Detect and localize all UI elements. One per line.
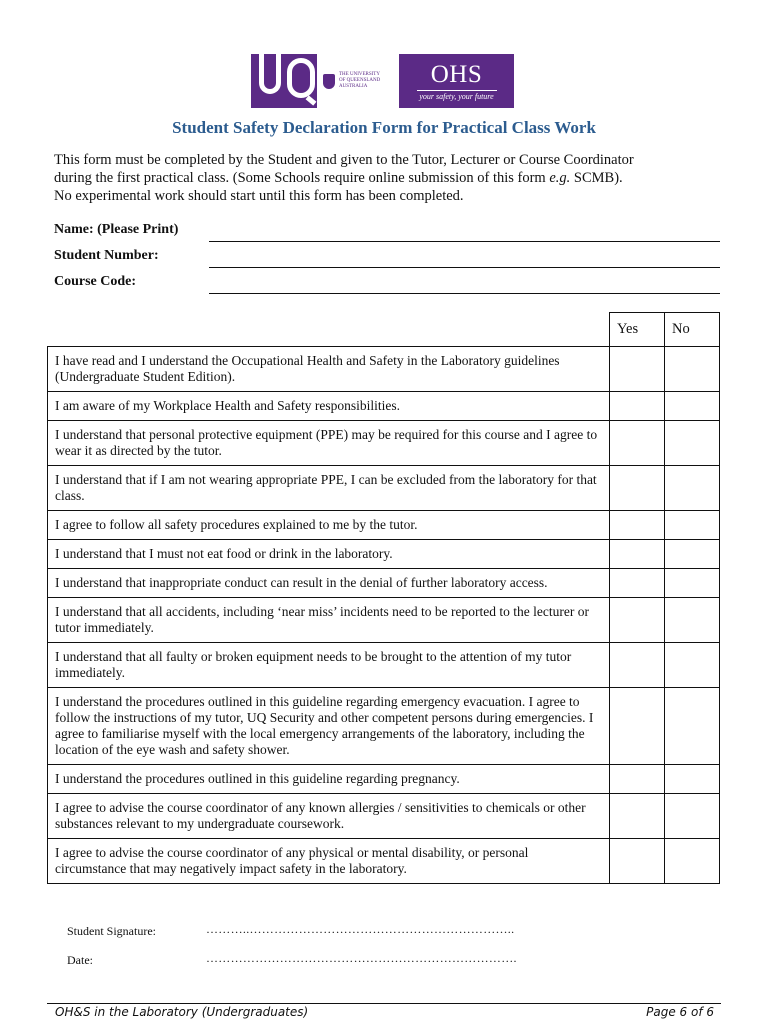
table-header-row <box>48 313 720 347</box>
intro-text <box>54 151 724 205</box>
yes-checkbox[interactable] <box>610 540 665 569</box>
crest-text-2: OF QUEENSLAND <box>339 78 381 83</box>
name-input-line[interactable] <box>209 241 720 242</box>
page-title: Student Safety Declaration Form for Practical Class Work <box>172 118 596 137</box>
course-code-field-row <box>54 272 720 298</box>
course-code-label: Course Code: <box>54 274 137 289</box>
no-checkbox[interactable] <box>665 347 720 392</box>
declaration-text: I understand that all accidents, including ‘near miss’ incidents need to be reported to the lecturer or tutor immediately. <box>48 598 610 643</box>
table-row <box>48 794 720 839</box>
table-row <box>48 688 720 765</box>
table-row <box>48 643 720 688</box>
yes-checkbox[interactable] <box>610 688 665 765</box>
intro-line-2: during the first practical class. (Some Schools require online submission of this form e.g. SCMB). <box>54 170 623 186</box>
no-checkbox[interactable] <box>665 688 720 765</box>
table-row <box>48 540 720 569</box>
signature-line[interactable]: ………..……………………………………………………….. <box>206 922 515 936</box>
footer-page-number: Page 6 of 6 <box>646 1005 714 1019</box>
footer-divider <box>47 1003 721 1004</box>
yes-checkbox[interactable] <box>610 511 665 540</box>
signature-row <box>67 924 547 953</box>
yes-checkbox[interactable] <box>610 794 665 839</box>
table-row <box>48 421 720 466</box>
no-checkbox[interactable] <box>665 794 720 839</box>
date-label: Date: <box>67 953 93 967</box>
course-code-input-line[interactable] <box>209 293 720 294</box>
declaration-text: I agree to follow all safety procedures explained to me by the tutor. <box>48 511 610 540</box>
yes-checkbox[interactable] <box>610 765 665 794</box>
name-label: Name: (Please Print) <box>54 222 179 237</box>
declaration-text: I understand that if I am not wearing appropriate PPE, I can be excluded from the laboratory for that class. <box>48 466 610 511</box>
date-row <box>67 953 547 982</box>
ohs-tagline: your safety, your future <box>419 91 494 101</box>
declaration-text: I am aware of my Workplace Health and Safety responsibilities. <box>48 392 610 421</box>
no-checkbox[interactable] <box>665 540 720 569</box>
university-crest <box>317 54 399 108</box>
intro-line-3: No experimental work should start until this form has been completed. <box>54 188 464 204</box>
declaration-text: I agree to advise the course coordinator of any known allergies / sensitivities to chemicals or other substances relevant to my undergraduate coursework. <box>48 794 610 839</box>
table-row <box>48 598 720 643</box>
yes-column-header: Yes <box>610 313 665 347</box>
no-checkbox[interactable] <box>665 839 720 884</box>
declaration-text: I have read and I understand the Occupational Health and Safety in the Laboratory guidelines (Undergraduate Student Edition). <box>48 347 610 392</box>
yes-checkbox[interactable] <box>610 643 665 688</box>
ohs-label: OHS <box>430 60 483 88</box>
footer-document-title: OH&S in the Laboratory (Undergraduates) <box>55 1005 309 1019</box>
declaration-text: I understand the procedures outlined in this guideline regarding pregnancy. <box>48 765 610 794</box>
table-row <box>48 392 720 421</box>
header-blank-cell <box>48 313 610 347</box>
table-row <box>48 511 720 540</box>
no-checkbox[interactable] <box>665 421 720 466</box>
no-checkbox[interactable] <box>665 392 720 421</box>
signature-section <box>67 924 547 982</box>
student-number-input-line[interactable] <box>209 267 720 268</box>
yes-checkbox[interactable] <box>610 569 665 598</box>
intro-line-1: This form must be completed by the Student and given to the Tutor, Lecturer or Course Coordinator <box>54 152 634 168</box>
yes-checkbox[interactable] <box>610 347 665 392</box>
student-number-field-row <box>54 246 720 272</box>
declaration-table <box>47 312 720 884</box>
no-checkbox[interactable] <box>665 598 720 643</box>
yes-checkbox[interactable] <box>610 421 665 466</box>
yes-checkbox[interactable] <box>610 466 665 511</box>
date-line[interactable]: …………………………………………………………………. <box>206 951 517 965</box>
no-checkbox[interactable] <box>665 643 720 688</box>
uq-logo-icon <box>251 54 317 108</box>
declaration-text: I understand that all faulty or broken equipment needs to be brought to the attention of my tutor immediately. <box>48 643 610 688</box>
declaration-text: I understand that inappropriate conduct can result in the denial of further laboratory access. <box>48 569 610 598</box>
student-signature-label: Student Signature: <box>67 924 156 938</box>
student-details <box>54 220 720 298</box>
no-checkbox[interactable] <box>665 569 720 598</box>
crest-text-3: AUSTRALIA <box>339 84 368 89</box>
ohs-brand <box>399 54 514 108</box>
crest-icon <box>323 74 335 89</box>
student-number-label: Student Number: <box>54 248 159 263</box>
table-row <box>48 569 720 598</box>
table-row <box>48 466 720 511</box>
yes-checkbox[interactable] <box>610 839 665 884</box>
declaration-text: I understand the procedures outlined in this guideline regarding emergency evacuation. I agree to follow the instructions of my tutor, UQ Security and other competent persons during emergencies. I agree to familiarise myself with the local emergency arrangements of the laboratory, including the location of the eye wash and safety shower. <box>48 688 610 765</box>
table-row <box>48 347 720 392</box>
ohs-divider <box>417 90 497 91</box>
no-checkbox[interactable] <box>665 466 720 511</box>
no-column-header: No <box>665 313 720 347</box>
name-field-row <box>54 220 720 246</box>
table-row <box>48 839 720 884</box>
declaration-text: I agree to advise the course coordinator of any physical or mental disability, or personal circumstance that may negatively impact safety in the laboratory. <box>48 839 610 884</box>
uq-ohs-logo <box>251 54 514 108</box>
declaration-text: I understand that I must not eat food or drink in the laboratory. <box>48 540 610 569</box>
yes-checkbox[interactable] <box>610 598 665 643</box>
yes-checkbox[interactable] <box>610 392 665 421</box>
table-row <box>48 765 720 794</box>
crest-text-1: THE UNIVERSITY <box>339 72 380 77</box>
declaration-text: I understand that personal protective equipment (PPE) may be required for this course and I agree to wear it as directed by the tutor. <box>48 421 610 466</box>
no-checkbox[interactable] <box>665 765 720 794</box>
no-checkbox[interactable] <box>665 511 720 540</box>
